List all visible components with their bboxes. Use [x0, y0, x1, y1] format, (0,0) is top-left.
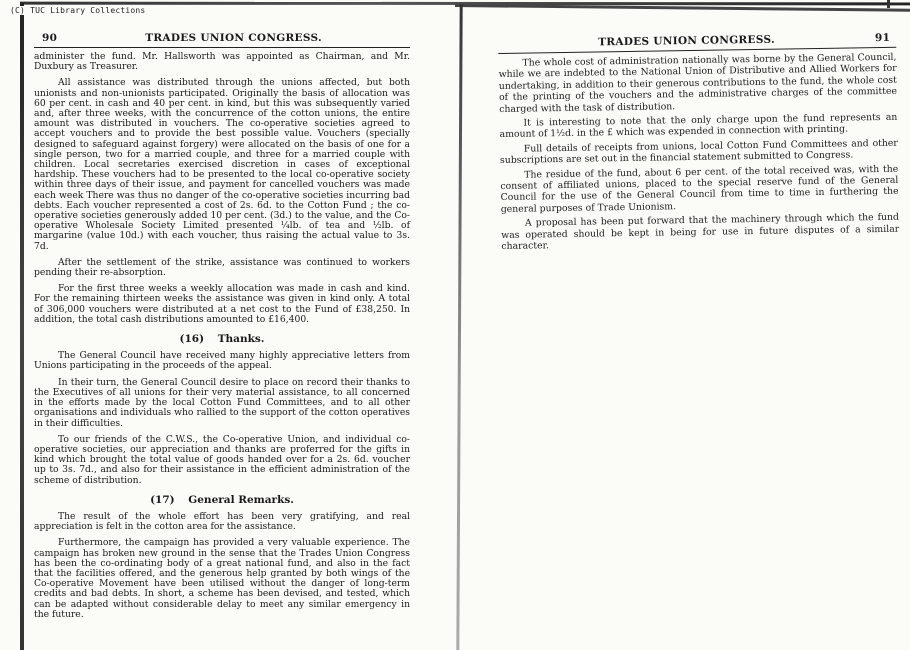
paragraph: In their turn, the General Council desire to place on record their thanks to the Executives of all unions for their very material assistance, to all concerned in the efforts made by the local Cotton Fund Committees, and to all other organisations and individuals who rallied to the support of the cotton operatives in their difficulties. — [34, 376, 410, 429]
running-head-title: TRADES UNION CONGRESS. — [598, 33, 775, 49]
section-heading-thanks — [34, 334, 410, 344]
page-body — [34, 52, 410, 620]
section-number: (17) — [150, 493, 175, 506]
paragraph: The result of the whole effort has been very gratifying, and real appreciation is felt in the cotton area for the assistance. — [34, 510, 410, 533]
watermark: (C) TUC Library Collections — [10, 6, 146, 15]
paragraph: To our friends of the C.W.S., the Co-operative Union, and individual co-operative societies, our appreciation and thanks are proferred for the gifts in kind which brought the total value of goods handed over for a 2s. 6d. voucher up to 3s. 7d., and also for their assistance in the efficient administration of the scheme of distribution. — [34, 433, 410, 486]
left-page-edge — [20, 3, 24, 650]
paragraph: All assistance was distributed through the unions affected, but both unionists and non-unionists participated. Originally the basis of allocation was 60 per cent. in cash and 40 per cent. in kind, but this was subsequently varied and, after three weeks, with the concurrence of the cotton unions, the entire amount was distributed in vouchers. The co-operative societies agreed to accept vouchers and to provide the best possible value. Vouchers (specially designed to safeguard against forgery) were allocated on the basis of one for a single person, two for a married couple, and three for a married couple with children. Local secretaries exercised discretion in cases of exceptional hardship. These vouchers had to be presented to the local co-operative society within three days of their issue, and payment for cancelled vouchers was made each week There was thus no danger of the co-operative societies incurring bad debts. Each voucher represented a cost of 2s. 6d. to the Cotton Fund ; the co-operative societies generously added 10 per cent. (3d.) to the value, and the Co-operative Wholesale Society Limited presented ¼lb. of tea and ½lb. of margarine (value 10d.) with each voucher, thus raising the actual value to 3s. 7d. — [34, 77, 410, 252]
section-number: (16) — [179, 333, 205, 346]
paragraph: administer the fund. Mr. Hallsworth was appointed as Chairman, and Mr. Duxbury as Treasurer. — [34, 51, 410, 73]
paragraph: The residue of the fund, about 6 per cent. of the total received was, with the consent of affiliated unions, placed to the special reserve fund of the General Council for the use of the General Council from time to time in furthering the general purposes of Trade Unionism. — [500, 163, 899, 215]
page-number: 91 — [874, 31, 891, 45]
paragraph: A proposal has been put forward that the machinery through which the fund was operated should be kept in being for use in future disputes of a similar character. — [501, 212, 900, 253]
corner-mark — [887, 0, 890, 8]
page-number: 90 — [42, 32, 58, 44]
paragraph: Full details of receipts from unions, local Cotton Fund Committees and other subscriptions are set out in the financial statement submitted to Congress. — [499, 137, 898, 167]
paragraph: After the settlement of the strike, assistance was continued to workers pending their re-absorption. — [34, 256, 410, 279]
paragraph: The General Council have received many highly appreciative letters from Unions participating in the proceeds of the appeal. — [34, 350, 410, 372]
running-head-title: TRADES UNION CONGRESS. — [145, 32, 322, 44]
book-gutter — [456, 4, 462, 650]
running-head — [34, 32, 410, 48]
paragraph: Furthermore, the campaign has provided a very valuable experience. The campaign has broken new ground in the sense that the Trades Union Congress has been the co-ordinating body of a great national fund, and also in the fact that the facilities offered, and the generous help granted by both wings of the Co-operative Movement have been utilised without the danger of long-term credits and bad debts. In short, a scheme has been devised, and tested, which can be adapted without considerable delay to meet any similar emergency in the future. — [34, 537, 410, 620]
running-head — [498, 32, 896, 54]
section-title: Thanks. — [217, 333, 265, 346]
left-page — [34, 32, 410, 626]
section-heading-general-remarks — [34, 495, 410, 505]
right-page — [498, 26, 899, 256]
section-title: General Remarks. — [188, 493, 294, 506]
paragraph: The whole cost of administration nationally was borne by the General Council, while we are indebted to the National Union of Distributive and Allied Workers for undertaking, in addition to their generous contributions to the fund, the whole cost of the printing of the vouchers and the administrative charges of the committee charged with the task of distribution. — [498, 51, 898, 115]
paragraph: It is interesting to note that the only charge upon the fund represents an amount of 1½d. in the £ which was expended in connection with printing. — [499, 111, 898, 141]
page-body — [498, 52, 899, 253]
paragraph: For the first three weeks a weekly allocation was made in cash and kind. For the remaining thirteen weeks the assistance was given in kind only. A total of 306,000 vouchers were distributed at a net cost to the Fund of £38,250. In addition, the total cash distributions amounted to £16,400. — [34, 283, 410, 325]
